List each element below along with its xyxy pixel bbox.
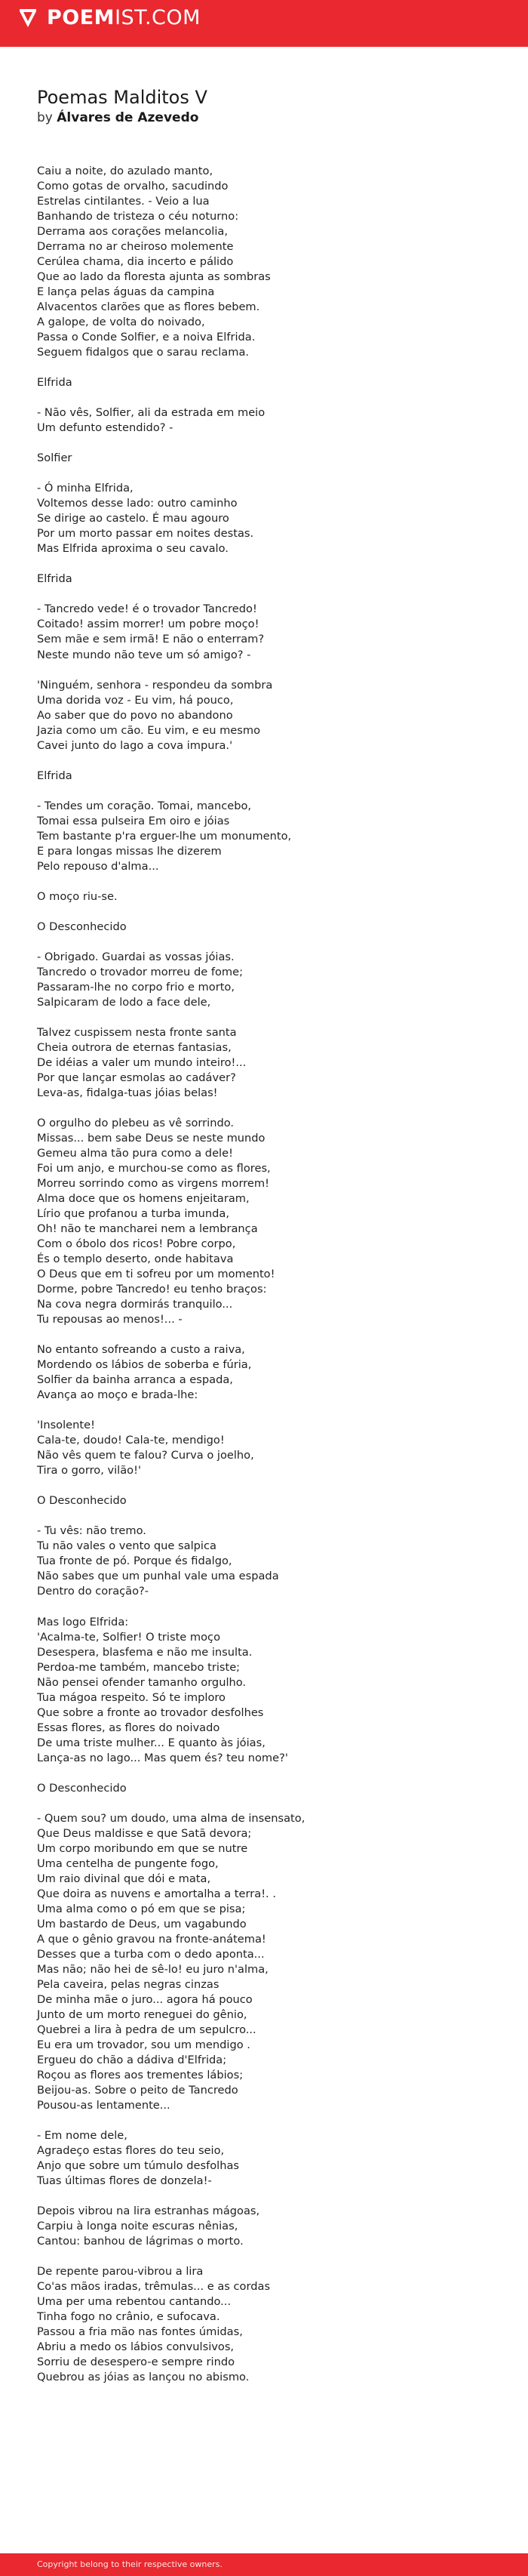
poem-line: Por que lançar esmolas ao cadáver? xyxy=(37,1071,236,1084)
poem-line: Tomai essa pulseira Em oiro e jóias xyxy=(37,814,230,827)
stanza-break xyxy=(37,874,505,889)
poem-line: Pelo repouso d'alma... xyxy=(37,859,159,873)
poem-line: Uma centelha de pungente fogo, xyxy=(37,1857,219,1870)
poem-line: Elfrida xyxy=(37,769,72,782)
poem-line: Abriu a medo os lábios convulsivos, xyxy=(37,2340,235,2354)
poem-line: Leva-as, fidalga-tuas jóias belas! xyxy=(37,1086,218,1099)
poem-line: Mas logo Elfrida: xyxy=(37,1615,129,1628)
poem-line: Junto de um morto reneguei do gênio, xyxy=(37,2007,247,2021)
poem-line: Uma dorida voz - Eu vim, há pouco, xyxy=(37,693,234,707)
poem-line: Solfier da bainha arranca a espada, xyxy=(37,1373,233,1387)
stanza-break xyxy=(37,2189,505,2204)
poem-line: A galope, de volta do noivado, xyxy=(37,316,205,329)
poem-line: Não sabes que um punhal vale uma espada xyxy=(37,1570,279,1583)
stanza-break xyxy=(37,390,505,405)
poem-line: Tancredo o trovador morreu de fome; xyxy=(37,965,244,978)
poem-line: Desses que a turba com o dedo aponta... xyxy=(37,1947,265,1961)
poem-line: Passa o Conde Solfier, e a noiva Elfrida. xyxy=(37,331,256,344)
poem-line: Quebrou as jóias as lançou no abismo. xyxy=(37,2371,250,2384)
poem-line: Cerúlea chama, dia incerto e pálido xyxy=(37,255,234,269)
poem-line: Solfier xyxy=(37,451,72,465)
poem-line: Que ao lado da floresta ajunta as sombras xyxy=(37,270,271,284)
poem-line: Tua mágoa respeito. Só te imploro xyxy=(37,1690,226,1704)
poem-line: - Obrigado. Guardai as vossas jóias. xyxy=(37,950,235,963)
poem-line: Salpicaram de lodo a face dele, xyxy=(37,995,211,1009)
poem-line: Foi um anjo, e murchou-se como as flores, xyxy=(37,1162,271,1176)
poem-line: Uma per uma rebentou cantando... xyxy=(37,2295,232,2309)
poem-line: Como gotas de orvalho, sacudindo xyxy=(37,180,229,193)
poem-line: Sorriu de desespero-e sempre rindo xyxy=(37,2356,235,2369)
poem-line: Co'as mãos iradas, trêmulas... e as cordas xyxy=(37,2280,271,2294)
poem-line: Talvez cuspissem nesta fronte santa xyxy=(37,1025,237,1039)
poem-byline xyxy=(37,109,198,127)
poem-line: Um raio divinal que dói e mata, xyxy=(37,1872,211,1885)
poem-line: Lança-as no lago... Mas quem és? teu nome?' xyxy=(37,1751,288,1764)
poem-line: Dorme, pobre Tancredo! eu tenho braços: xyxy=(37,1283,267,1296)
poem-line: Eu era um trovador, sou um mendigo . xyxy=(37,2038,250,2051)
poem-line: Cavei junto do lago a cova impura.' xyxy=(37,738,233,752)
poem-line: De minha mãe o juro... agora há pouco xyxy=(37,1992,253,2006)
poem-line: Passaram-lhe no corpo frio e morto, xyxy=(37,980,235,994)
poem-line: Tu não vales o vento que salpica xyxy=(37,1539,216,1553)
poem-line: Derrama aos corações melancolia, xyxy=(37,225,228,239)
poem-line: Passou a fria mão nas fontes úmidas, xyxy=(37,2325,243,2339)
poem-line: Uma alma como o pó em que se pisa; xyxy=(37,1902,246,1915)
poemist-logo-icon xyxy=(17,7,39,29)
poem-line: Neste mundo não teve um só amigo? - xyxy=(37,648,251,661)
poem-line: Um bastardo de Deus, um vagabundo xyxy=(37,1917,247,1930)
poem-line: És o templo deserto, onde habitava xyxy=(37,1253,234,1266)
stanza-break xyxy=(37,1796,505,1811)
stanza-break xyxy=(37,784,505,799)
poem-line: Um defunto estendido? - xyxy=(37,421,173,435)
poem-line: Mordendo os lábios de soberba e fúria, xyxy=(37,1358,252,1372)
stanza-break xyxy=(37,1508,505,1524)
stanza-break xyxy=(37,556,505,572)
poem-line: Essas flores, as flores do noivado xyxy=(37,1721,220,1734)
poem-line: Que Deus maldisse e que Satã devora; xyxy=(37,1826,252,1840)
poem-line: Roçou as flores aos trementes lábios; xyxy=(37,2068,244,2081)
poem-line: Elfrida xyxy=(37,572,72,586)
poem-line: - Em nome dele, xyxy=(37,2129,127,2143)
stanza-break xyxy=(37,753,505,769)
poem-line: Alma doce que os homens enjeitaram, xyxy=(37,1192,250,1206)
stanza-break xyxy=(37,935,505,950)
poem-line: Cheia outrora de eternas fantasias, xyxy=(37,1040,232,1054)
poem-line: O Deus que em ti sofreu por um momento! xyxy=(37,1268,275,1281)
stanza-break xyxy=(37,1327,505,1342)
poem-line: Que doira as nuvens e amortalha a terra!. . xyxy=(37,1887,276,1900)
poem-line: O moço riu-se. xyxy=(37,889,118,903)
poem-line: Não pensei ofender tamanho orgulho. xyxy=(37,1675,247,1689)
site-logo-link[interactable] xyxy=(17,7,201,29)
stanza-break xyxy=(37,1010,505,1025)
poem-line: Tinha fogo no crânio, e sufocava. xyxy=(37,2310,220,2324)
poem-line: Banhando de tristeza o céu noturno: xyxy=(37,210,239,223)
poem-line: Oh! não te mancharei nem a lembrança xyxy=(37,1222,258,1236)
stanza-break xyxy=(37,2113,505,2128)
author-name: Álvares de Azevedo xyxy=(57,110,199,125)
poem-line: Tu repousas ao menos!... - xyxy=(37,1313,183,1327)
stanza-break xyxy=(37,360,505,375)
poem-line: - Tendes um coração. Tomai, mancebo, xyxy=(37,799,252,812)
poem-line: Se dirige ao castelo. É mau agouro xyxy=(37,512,229,525)
stanza-break xyxy=(37,587,505,602)
poem-line: Na cova negra dormirás tranquilo... xyxy=(37,1298,233,1311)
poem-line: Tira o gorro, vilão!' xyxy=(37,1464,141,1478)
poem-line: 'Insolente! xyxy=(37,1419,95,1432)
poem-line: Não vês quem te falou? Curva o joelho, xyxy=(37,1449,254,1462)
site-header xyxy=(0,0,528,47)
stanza-break xyxy=(37,436,505,451)
poem-line: De idéias a valer um mundo inteiro!... xyxy=(37,1055,247,1069)
poem-line: O Desconhecido xyxy=(37,920,127,933)
poem-line: E lança pelas águas da campina xyxy=(37,285,215,299)
poem-line: Um corpo moribundo em que se nutre xyxy=(37,1841,248,1855)
poem-line: Pela caveira, pelas negras cinzas xyxy=(37,1977,219,1991)
poem-line: A que o gênio gravou na fronte-anátema! xyxy=(37,1932,266,1946)
poem-line: Perdoa-me também, mancebo triste; xyxy=(37,1660,241,1674)
poem-line: Com o óbolo dos ricos! Pobre corpo, xyxy=(37,1237,236,1251)
poem-line: O Desconhecido xyxy=(37,1494,127,1508)
stanza-break xyxy=(37,1403,505,1418)
stanza-break xyxy=(37,1478,505,1493)
poem-line: - Ó minha Elfrida, xyxy=(37,482,134,495)
poem-line: Dentro do coração?- xyxy=(37,1585,149,1598)
copyright-text: Copyright belong to their respective owners. xyxy=(37,2559,223,2569)
poem-line: Tuas últimas flores de donzela!- xyxy=(37,2174,212,2188)
poem-line: Sem mãe e sem irmã! E não o enterram? xyxy=(37,633,265,646)
poem-line: O orgulho do plebeu as vê sorrindo. xyxy=(37,1116,235,1129)
poem-line: 'Acalma-te, Solfier! O triste moço xyxy=(37,1630,221,1644)
poem-line: Ergueu do chão a dádiva d'Elfrida; xyxy=(37,2053,227,2066)
poem-line: De uma triste mulher... E quanto às jóias, xyxy=(37,1736,266,1749)
poem-line: Tua fronte de pó. Porque és fidalgo, xyxy=(37,1555,232,1568)
poem-line: Missas... bem sabe Deus se neste mundo xyxy=(37,1132,266,1145)
poem-line: Carpiu à longa noite escuras nênias, xyxy=(37,2220,238,2233)
poem-line: Desespera, blasfema e não me insulta. xyxy=(37,1645,253,1659)
poem-line: Beijou-as. Sobre o peito de Tancredo xyxy=(37,2083,238,2097)
poem-line: Avança ao moço e brada-lhe: xyxy=(37,1388,198,1402)
poem-line: - Não vês, Solfier, ali da estrada em meio xyxy=(37,406,266,420)
poem-line: Agradeço estas flores do teu seio, xyxy=(37,2144,225,2158)
poem-line: O Desconhecido xyxy=(37,1781,127,1795)
poem-line: Tem bastante p'ra erguer-lhe um monumento, xyxy=(37,829,292,843)
by-label: by xyxy=(37,110,53,125)
poem-body xyxy=(37,164,505,2385)
poem-line: No entanto sofreando a custo a raiva, xyxy=(37,1343,245,1357)
poem-line: Voltemos desse lado: outro caminho xyxy=(37,497,238,510)
poem-line: Alvacentos clarões que as flores bebem. xyxy=(37,300,260,314)
poem-line: Caiu a noite, do azulado manto, xyxy=(37,165,213,177)
stanza-break xyxy=(37,466,505,481)
poem-line: Derrama no ar cheiroso molemente xyxy=(37,240,234,254)
poem-line: Anjo que sobre um túmulo desfolhas xyxy=(37,2159,240,2173)
poem-line: De repente parou-vibrou a lira xyxy=(37,2265,204,2279)
site-footer xyxy=(0,2553,528,2576)
site-logo-text: POEMIST.COM xyxy=(47,6,201,29)
poem-line: Elfrida xyxy=(37,376,72,390)
poem-line: Mas Elfrida aproxima o seu cavalo. xyxy=(37,542,229,556)
stanza-break xyxy=(37,904,505,920)
poem-line: - Tancredo vede! é o trovador Tancredo! xyxy=(37,602,257,616)
poem-line: Coitado! assim morrer! um pobre moço! xyxy=(37,618,259,631)
poem-line: - Quem sou? um doudo, uma alma de insensato, xyxy=(37,1811,305,1825)
poem-line: Morreu sorrindo como as virgens morrem! xyxy=(37,1177,269,1191)
stanza-break xyxy=(37,663,505,678)
stanza-break xyxy=(37,1766,505,1781)
poem-line: E para longas missas lhe dizerem xyxy=(37,844,222,858)
poem-line: Que sobre a fronte ao trovador desfolhes xyxy=(37,1706,264,1719)
poem-line: Gemeu alma tão pura como a dele! xyxy=(37,1147,233,1160)
poem-line: Seguem fidalgos que o sarau reclama. xyxy=(37,346,250,359)
poem-title: Poemas Malditos V xyxy=(37,87,207,108)
poem-line: 'Ninguém, senhora - respondeu da sombra xyxy=(37,678,273,692)
poem-line: Depois vibrou na lira estranhas mágoas, xyxy=(37,2205,260,2218)
poem-line: Pousou-as lentamente... xyxy=(37,2099,170,2112)
poem-line: Por um morto passar em noites destas. xyxy=(37,527,254,541)
poem-line: Jazia como um cão. Eu vim, e eu mesmo xyxy=(37,723,261,737)
poem-line: Mas não; não hei de sê-lo! eu juro n'alma, xyxy=(37,1962,269,1976)
poem-line: Ao saber que do povo no abandono xyxy=(37,708,233,722)
stanza-break xyxy=(37,1101,505,1116)
poem-line: Cantou: banhou de lágrimas o morto. xyxy=(37,2235,244,2248)
poem-line: Estrelas cintilantes. - Veio a lua xyxy=(37,195,210,208)
poem-line: Quebrei a lira à pedra de um sepulcro... xyxy=(37,2023,256,2036)
stanza-break xyxy=(37,2249,505,2264)
poem-line: Cala-te, doudo! Cala-te, mendigo! xyxy=(37,1434,225,1447)
stanza-break xyxy=(37,1599,505,1614)
poem-line: Lírio que profanou a turba imunda, xyxy=(37,1207,229,1221)
poem-line: - Tu vês: não tremo. xyxy=(37,1524,146,1538)
